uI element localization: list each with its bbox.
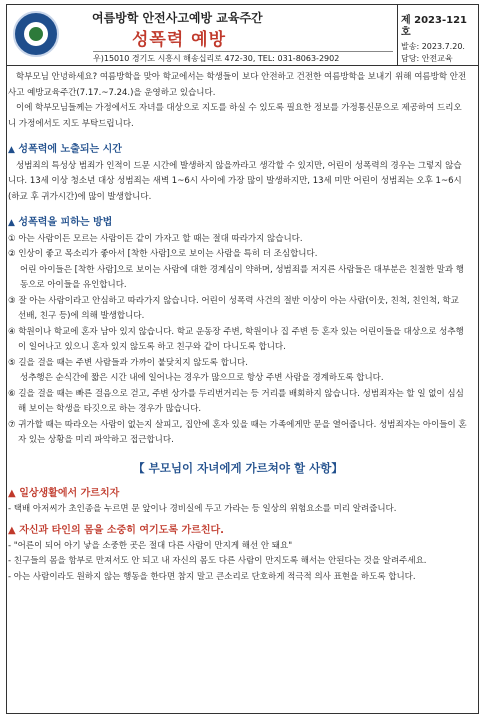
triangle-icon: ▲ [8, 525, 16, 536]
section-heading-text: 성폭력을 피하는 방법 [18, 217, 113, 228]
list-item: ⑤ 길을 걸을 때는 주변 사람들과 가까이 붙닺치지 않도록 합니다. [8, 357, 248, 368]
list-item-detail: 성추행은 순식간에 짧은 시간 내에 일어나는 경우가 많으므로 항상 주변 사람을 경계하도록 합니다. [20, 373, 384, 383]
list-item: ① 아는 사람이든 모르는 사람이든 같이 가자고 할 때는 절대 따라가지 않습니다. [8, 233, 303, 244]
list-item: ② 인상이 좋고 목소리가 좋아서 [착한 사람]으로 보이는 사람을 특히 더 조심합니다. [8, 249, 318, 259]
school-emblem-icon [13, 11, 59, 57]
intro-paragraph: 이에 학부모님들께는 가정에서도 자녀를 대상으로 지도를 하실 수 있도록 필요한 정보를 가정통신문으로 제공하여 드리오니 가정에서도 지도 부탁드립니다. [8, 103, 462, 129]
section-heading-text: 자신과 타인의 몸을 소중히 여기도록 가르친다. [19, 525, 224, 536]
list-item: - 택배 아저씨가 초인종을 누르면 문 앞이나 경비실에 두고 가라는 등 일상의 위험요소를 미리 알려줍니다. [8, 503, 397, 514]
triangle-icon: ▲ [8, 145, 15, 155]
document-owner: 담당: 안전교육 [401, 54, 453, 63]
list-item: ③ 잘 아는 사람이라고 안심하고 따라가지 않습니다. 어린이 성폭력 사건의 절반 이상이 아는 사람(이웃, 친척, 친인척, 학교 선배, 친구 등)에 의해 발생합니다. [8, 295, 459, 321]
section-heading-text: 일상생활에서 가르치자 [19, 488, 120, 499]
section-heading-text: 성폭력에 노출되는 시간 [18, 144, 122, 155]
section-heading [8, 523, 468, 539]
list-item: - 아는 사람이라도 원하지 않는 행동을 한다면 참지 말고 큰소리로 단호하게 적극적 의사 표현을 하도록 합니다. [8, 571, 416, 582]
school-address: 우)15010 경기도 시흥시 해송십리로 472-30, TEL: 031-8063-2902 [93, 51, 393, 64]
section-heading [8, 486, 468, 502]
body-content [8, 70, 468, 585]
list-item: ⑥ 길을 걸을 때는 빠른 걸음으로 걷고, 주변 상가를 두리번거리는 등 거리를 배회하지 않습니다. 성범죄자는 할 일 없이 심심해 보이는 학생을 타깃으로 하는 경우가 많습니다. [8, 388, 464, 414]
header-subtitle: 여름방학 안전사고예방 교육주간 [92, 11, 263, 25]
document-number: 제 2023-121 호 [401, 15, 467, 38]
page-title: 성폭력 예방 [132, 30, 227, 50]
issue-date: 발송: 2023.7.20. [401, 42, 465, 51]
list-item: - 친구들의 몸을 함부로 만져서도 안 되고 내 자신의 몸도 다른 사람이 만지도록 해서는 안된다는 것을 알려주세요. [8, 556, 427, 566]
header [7, 5, 478, 66]
section-heading [8, 215, 468, 232]
intro [8, 70, 468, 132]
list-item: ④ 학원이나 학교에 혼자 남아 있지 않습니다. 학교 운동장 주변, 학원이나 집 주변 등 혼자 있는 어린이들을 대상으로 성추행이 일어나고 있으니 혼자 있지 않도록 하고 친구와 같이 다니도록 합니다. [8, 326, 464, 352]
triangle-icon: ▲ [8, 488, 16, 499]
intro-paragraph: 학부모님 안녕하세요? 여름방학을 맞아 학교에서는 학생들이 보다 안전하고 건전한 여름방학을 보내기 위해 여름방학 안전사고 예방교육주간(7.17.~7.24.)을 운영하고 있습니다. [8, 72, 467, 98]
list-item-detail: 어린 아이들은 [착한 사람]으로 보이는 사람에 대한 경계심이 약하며, 성범죄를 저지른 사람들은 대부분은 친절한 말과 행동으로 아이들을 유인합니다. [20, 264, 464, 290]
parents-guide-banner: 【 부모님이 자녀에게 가르쳐야 할 사항】 [133, 460, 343, 475]
triangle-icon: ▲ [8, 218, 15, 228]
document-meta [397, 5, 479, 65]
safety-list [8, 232, 468, 449]
section-paragraph: 성범죄의 특성상 범죄가 인적이 드문 시간에 발생하지 않을까라고 생각할 수 있지만, 어린이 성폭력의 경우는 그렇지 않습니다. 13세 이상 청소년 대상 성범죄는 새벽 1~6시 사이에 가장 많이 발생하지만, 13세 미만 어린이 성범죄는 오후 1~6시(하교 후 귀가시간)에 많이 발생합니다. [8, 160, 462, 202]
list-item: - "어른이 되어 아기 낳을 소중한 곳은 절대 다른 사람이 만지게 해선 안 돼요" [8, 540, 293, 551]
list-item: ⑦ 귀가할 때는 따라오는 사람이 없는지 살피고, 집안에 혼자 있을 때는 가족에게만 문을 열어줍니다. 성범죄자는 아이들이 혼자 있는 상황을 미리 파악하고 접근합니다. [8, 419, 467, 445]
section-heading [8, 142, 468, 159]
